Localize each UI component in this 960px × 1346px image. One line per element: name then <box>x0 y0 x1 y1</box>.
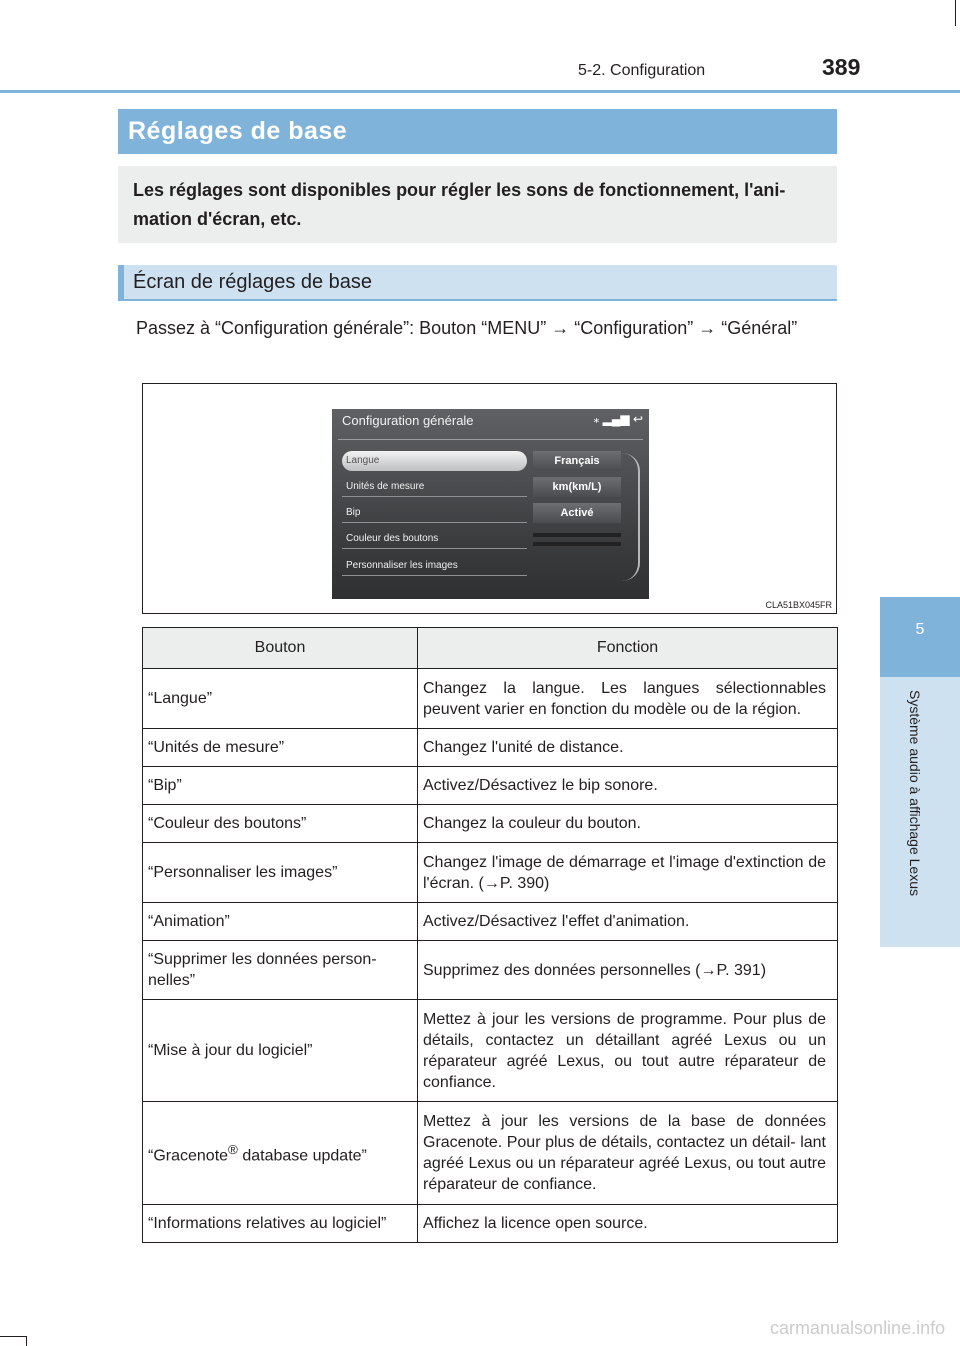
table-row <box>143 767 838 805</box>
menu-item-couleur[interactable]: Couleur des boutons <box>342 529 527 549</box>
screen-divider <box>338 439 643 440</box>
crop-mark <box>26 1336 27 1346</box>
table-row <box>143 903 838 941</box>
status-icons: ⁎ ▂▄▆ ↩ <box>593 412 643 426</box>
function-table <box>142 627 838 1243</box>
scroll-arc[interactable] <box>622 453 640 581</box>
chapter-tab: 5 <box>880 597 960 677</box>
crop-mark <box>955 0 956 26</box>
cell-button: “Informations relatives au logiciel” <box>143 1205 418 1243</box>
table-row <box>143 1102 838 1205</box>
column-header-function: Fonction <box>418 628 838 669</box>
page-number: 389 <box>822 54 861 80</box>
cell-button <box>143 1102 418 1205</box>
cell-function: Changez la couleur du bouton. <box>418 805 838 843</box>
cell-button: “Animation” <box>143 903 418 941</box>
value-unites: km(km/L) <box>533 477 621 497</box>
table-row <box>143 1000 838 1102</box>
cell-button: “Personnaliser les images” <box>143 843 418 903</box>
table-row <box>143 669 838 729</box>
column-header-button: Bouton <box>143 628 418 669</box>
cell-button: “Couleur des boutons” <box>143 805 418 843</box>
header-rule <box>0 90 960 93</box>
chapter-label: Système audio à affichage Lexus <box>907 690 923 896</box>
value-langue: Français <box>533 451 621 471</box>
cell-function: Changez l'unité de distance. <box>418 729 838 767</box>
menu-item-personnaliser[interactable]: Personnaliser les images <box>342 556 527 576</box>
cell-function: Activez/Désactivez l'effet d'animation. <box>418 903 838 941</box>
registered-mark: ® <box>228 1142 238 1158</box>
menu-item-unites[interactable]: Unités de mesure <box>342 477 527 497</box>
section-subtitle: Écran de réglages de base <box>118 265 837 301</box>
display-screen <box>332 409 649 599</box>
cell-function: Mettez à jour les versions de la base de données Gracenote. Pour plus de détails, contactez un détail- lant agréé Lexus ou un réparateur agréé Lexus, ou tout autre réparateur de confiance. <box>418 1102 838 1205</box>
page-title: Réglages de base <box>118 109 837 154</box>
cell-function: Activez/Désactivez le bip sonore. <box>418 767 838 805</box>
table-row <box>143 843 838 903</box>
cell-function: Supprimez des données personnelles (→P. 391) <box>418 941 838 1000</box>
figure-code: CLA51BX045FR <box>765 600 832 610</box>
section-header: 5-2. Configuration <box>578 62 706 79</box>
cell-button: “Unités de mesure” <box>143 729 418 767</box>
menu-item-bip[interactable]: Bip <box>342 503 527 523</box>
cell-function: Changez l'image de démarrage et l'image d'extinction de l'écran. (→P. 390) <box>418 843 838 903</box>
cell-button: “Bip” <box>143 767 418 805</box>
cell-button: “Supprimer les données person- nelles” <box>143 941 418 1000</box>
screen-figure <box>142 383 837 614</box>
table-header-row <box>143 628 838 669</box>
table-row <box>143 729 838 767</box>
footer-watermark: carmanualsonline.info <box>770 1318 946 1338</box>
table-row <box>143 1205 838 1243</box>
cell-button-text-end: database update” <box>237 1147 367 1165</box>
table-row <box>143 805 838 843</box>
value-bip: Activé <box>533 503 621 523</box>
crop-mark <box>0 1336 26 1337</box>
table-row <box>143 941 838 1000</box>
menu-item-langue[interactable]: Langue <box>342 451 527 471</box>
cell-button-text: “Gracenote <box>148 1147 229 1165</box>
cell-function: Changez la langue. Les langues sélectionnables peuvent varier en fonction du modèle ou de la région. <box>418 669 838 729</box>
color-bar-1 <box>533 533 621 537</box>
instruction-text: Passez à “Configuration générale”: Bouton “MENU” → “Configuration” → “Général” <box>136 318 798 338</box>
intro-text: Les réglages sont disponibles pour régler les sons de fonctionnement, l'ani- mation d'écran, etc. <box>118 166 837 243</box>
cell-button: “Mise à jour du logiciel” <box>143 1000 418 1102</box>
color-bar-2 <box>533 542 621 546</box>
cell-function: Affichez la licence open source. <box>418 1205 838 1243</box>
cell-function: Mettez à jour les versions de programme. Pour plus de détails, contactez un détaillant agréé Lexus ou un réparateur agréé Lexus, ou tout autre réparateur de confiance. <box>418 1000 838 1102</box>
screen-title: Configuration générale <box>342 413 474 428</box>
cell-button: “Langue” <box>143 669 418 729</box>
